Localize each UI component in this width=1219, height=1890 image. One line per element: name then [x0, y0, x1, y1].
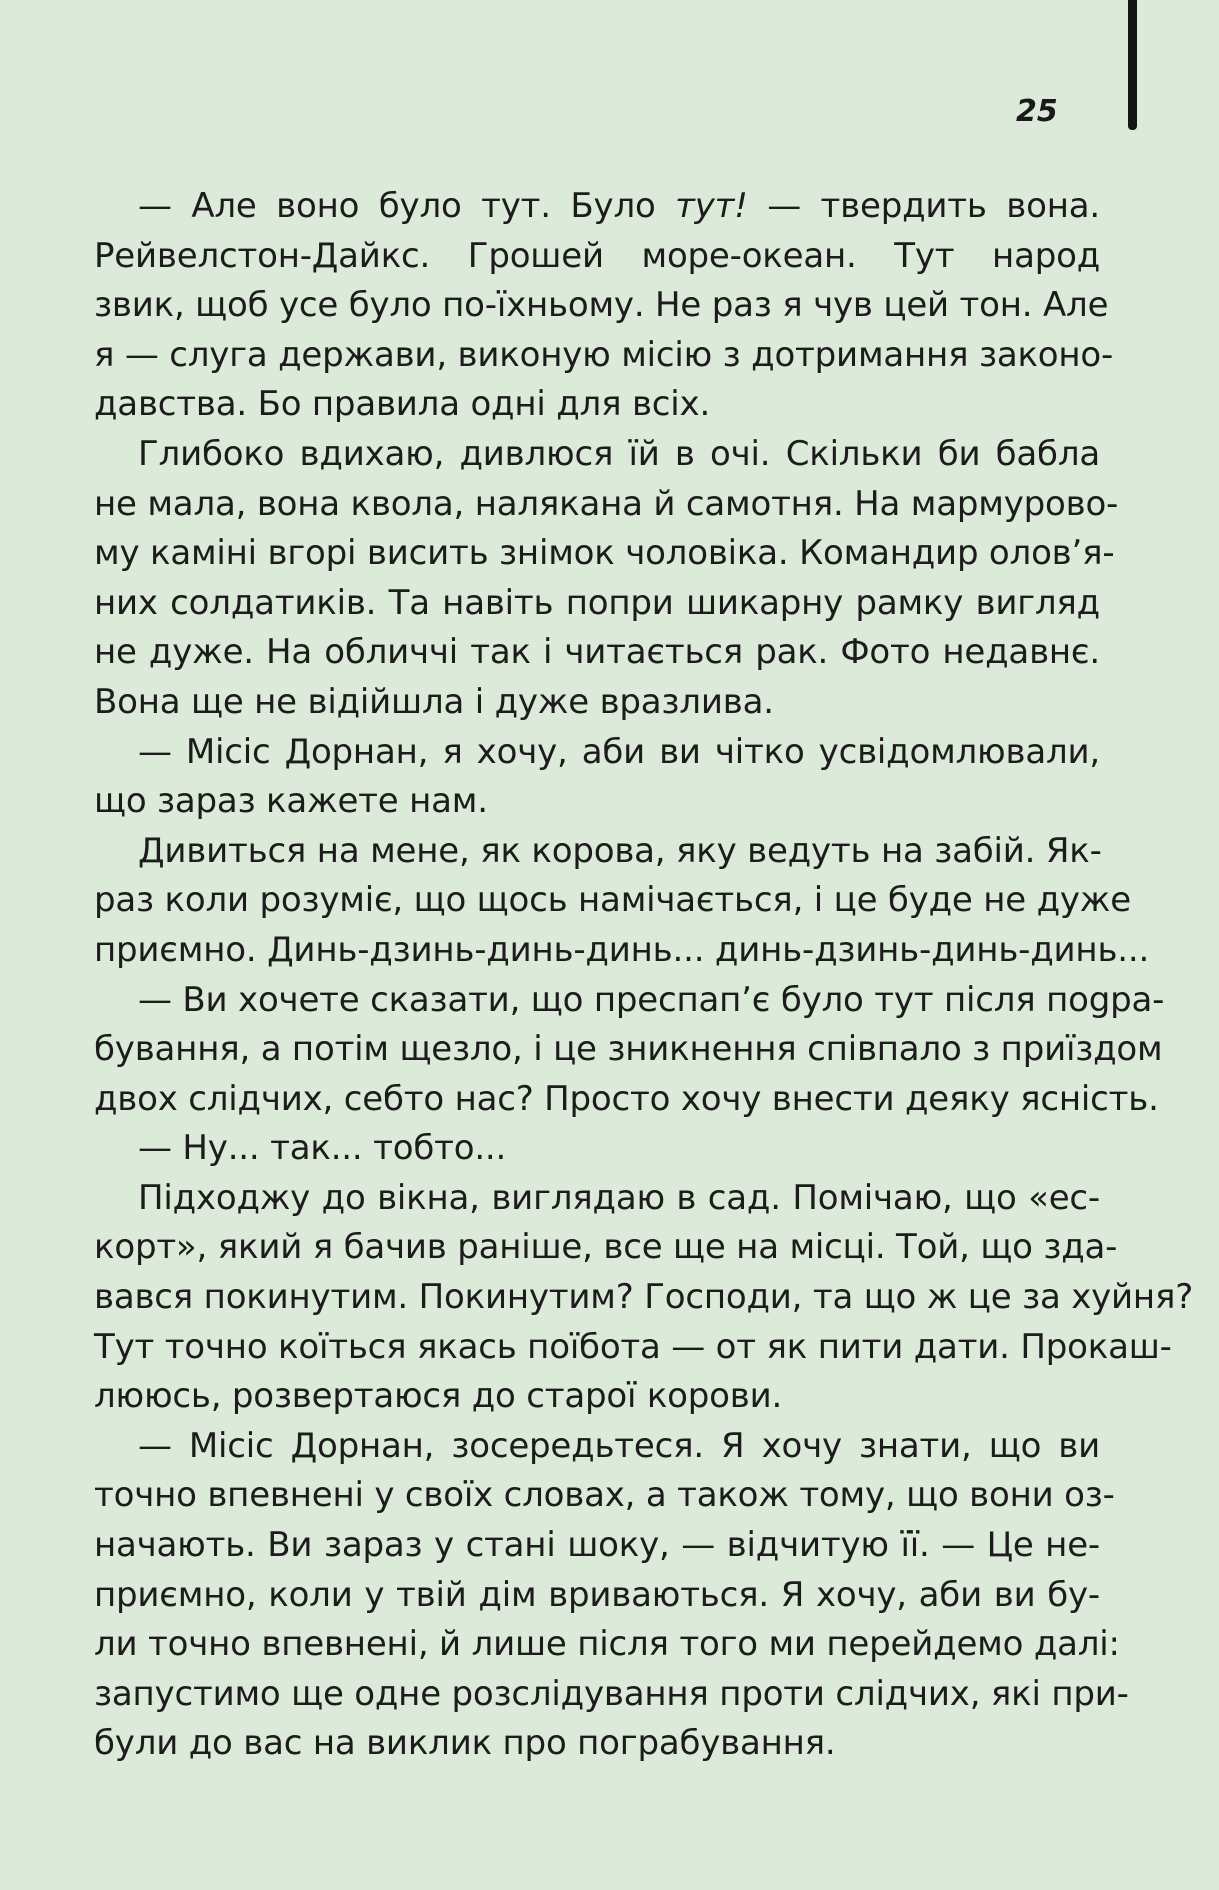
- text-line: [94, 1521, 1100, 1571]
- text-segment: не мала, вона квола, налякана й самотня. На мармурово-: [94, 483, 1119, 524]
- text-line: [94, 1471, 1115, 1521]
- text-segment: — Ви хочете сказати, що преспап’є було тут після пogра-: [138, 979, 1165, 1020]
- text-line: [94, 1571, 1100, 1621]
- text-segment: бування, а потім щезло, і це зникнення співпало з приїздом: [94, 1029, 1163, 1070]
- text-segment: них солдатиків. Та навіть попри шикарну рамку вигляд: [94, 582, 1100, 623]
- text-line: [94, 1223, 1118, 1273]
- text-segment: приємно, коли у твій дім вриваються. Я хочу, аби ви бу-: [94, 1574, 1100, 1615]
- text-segment: я — слуга держави, виконую місію з дотримання законо-: [94, 334, 1114, 375]
- text-segment: точно впевнені у своїх словах, а також тому, що вони оз-: [94, 1475, 1115, 1516]
- text-segment: звик, щоб усе було по-їхньому. Не раз я чув цей тон. Але: [94, 285, 1109, 326]
- text-segment: раз коли розуміє, що щось намічається, і це буде не дуже: [94, 880, 1131, 921]
- text-segment: — Місіс Дорнан, зосередьтеся. Я хочу знати, що ви: [138, 1425, 1100, 1466]
- text-line: [94, 628, 1100, 678]
- text-line: [94, 728, 1100, 778]
- text-line: [94, 976, 1165, 1026]
- text-segment: що зараз кажете нам.: [94, 781, 488, 822]
- text-line: [94, 232, 1100, 282]
- text-line: [94, 876, 1131, 926]
- text-segment: не дуже. На обличчі так і читається рак. Фото недавнє.: [94, 632, 1100, 673]
- text-line: [94, 529, 1115, 579]
- text-line: [94, 678, 1100, 728]
- text-line: [94, 777, 1100, 827]
- text-line: [94, 827, 1100, 877]
- text-line: [94, 430, 1100, 480]
- text-line: [94, 1422, 1100, 1472]
- page-edge-mark: [1128, 0, 1137, 130]
- text-line: [94, 1025, 1163, 1075]
- text-segment: двох слідчих, себто нас? Просто хочу внести деяку ясність.: [94, 1078, 1159, 1119]
- body-text: [94, 182, 1194, 1769]
- text-line: [94, 1174, 1100, 1224]
- text-segment: — Ну... так... тобто...: [138, 1128, 507, 1169]
- text-segment: Глибоко вдихаю, дивлюся їй в очі. Скільки би бабла: [138, 433, 1100, 474]
- text-segment: Тут точно коїться якась поїбота — от як пити дати. Прокаш-: [94, 1326, 1172, 1367]
- text-segment: Вона ще не відійшла і дуже вразлива.: [94, 681, 774, 722]
- text-segment: давства. Бо правила одні для всіх.: [94, 384, 711, 425]
- text-segment: — Місіс Дорнан, я хочу, аби ви чітко усвідомлювали,: [138, 731, 1100, 772]
- text-line: [94, 1075, 1159, 1125]
- text-segment: му каміні вгорі висить знімок чоловіка. Командир олов’я-: [94, 533, 1115, 574]
- text-line: [94, 1124, 1100, 1174]
- text-line: [94, 281, 1109, 331]
- text-segment: Дивиться на мене, як корова, яку ведуть на забій. Як-: [138, 830, 1102, 871]
- text-segment: Рейвелстон-Дайкс. Грошей море-океан. Тут народ: [94, 235, 1100, 276]
- text-segment: лююсь, розвертаюся до старої корови.: [94, 1376, 783, 1417]
- text-line: [94, 1372, 1100, 1422]
- text-line: [94, 1273, 1194, 1323]
- text-line: [94, 380, 1100, 430]
- text-segment: — твердить вона.: [747, 186, 1100, 226]
- page-number: 25: [1016, 94, 1058, 129]
- text-segment: запустимо ще одне розслідування проти слідчих, які при-: [94, 1673, 1129, 1714]
- text-line: [94, 1670, 1129, 1720]
- text-line: [94, 1323, 1172, 1373]
- text-line: [94, 480, 1119, 530]
- text-line: [94, 1620, 1120, 1670]
- text-segment: начають. Ви зараз у стані шоку, — відчитую її. — Це не-: [94, 1525, 1100, 1566]
- text-segment: Підходжу до вікна, виглядаю в сад. Помічаю, що «ес-: [138, 1177, 1100, 1218]
- text-line: [94, 1719, 1100, 1769]
- text-line: [94, 926, 1150, 976]
- text-segment: були до вас на виклик про пограбування.: [94, 1723, 836, 1764]
- text-segment: приємно. Динь-дзинь-динь-динь... динь-дзинь-динь-динь...: [94, 929, 1150, 970]
- text-segment: ли точно впевнені, й лише після того ми перейдемо далі:: [94, 1624, 1120, 1665]
- text-segment: — Але воно було тут. Було: [138, 186, 676, 226]
- emphasized-word: тут!: [675, 186, 748, 226]
- text-segment: вався покинутим. Покинутим? Господи, та що ж це за хуйня?: [94, 1277, 1194, 1318]
- text-segment: корт», який я бачив раніше, все ще на місці. Той, що зда-: [94, 1227, 1118, 1268]
- text-line: [94, 331, 1114, 381]
- text-line: [94, 182, 1100, 232]
- text-line: [94, 579, 1100, 629]
